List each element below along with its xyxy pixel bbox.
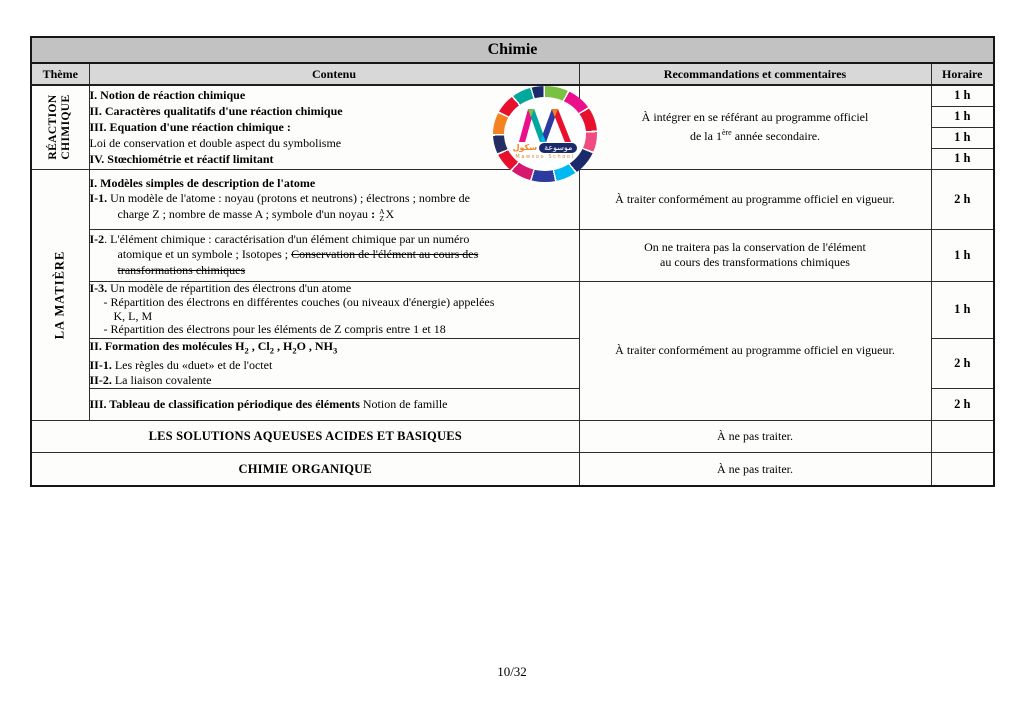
content-line: I. Notion de réaction chimique (89, 88, 246, 103)
content-line: I-2. L'élément chimique : caractérisation d'un élément chimique par un numéro (89, 231, 470, 246)
content-line: I-1. Un modèle de l'atome : noyau (protons et neutrons) ; électrons ; nombre de (89, 191, 470, 206)
content-line: II-2. La liaison covalente (89, 372, 212, 387)
theme-reaction-chimique (31, 85, 89, 169)
content-line: - Répartition des électrons en différentes couches (ou niveaux d'énergie) appelées (103, 294, 495, 309)
reco-solutions: À ne pas traiter. (579, 420, 931, 452)
horaire-empty (931, 420, 994, 452)
content-line: II-1. Les règles du «duet» et de l'octet (89, 357, 273, 372)
m-logo-icon (515, 108, 575, 142)
content-matiere-row2 (89, 229, 579, 281)
section-chimie-organique: CHIMIE ORGANIQUE (31, 452, 579, 486)
section-solutions-aqueuses: LES SOLUTIONS AQUEUSES ACIDES ET BASIQUES (31, 420, 579, 452)
content-line: transformations chimiques (117, 262, 246, 277)
horaire-cell: 2 h (931, 338, 994, 388)
content-line: - Répartition des électrons pour les éléments de Z compris entre 1 et 18 (103, 322, 446, 337)
content-matiere-row3 (89, 281, 579, 338)
table-title: Chimie (31, 37, 994, 63)
horaire-cell: 1 h (931, 127, 994, 148)
horaire-cell: 1 h (931, 229, 994, 281)
logo-latin-label: Mawsoo School (515, 154, 575, 160)
col-header-horaire: Horaire (931, 63, 994, 85)
theme-la-matiere (31, 169, 89, 420)
content-line: III. Equation d'une réaction chimique : (89, 120, 291, 135)
content-line: charge Z ; nombre de masse A ; symbole d'un noyau : A Z X (117, 206, 395, 223)
content-line: III. Tableau de classification périodique des éléments Notion de famille (89, 396, 448, 411)
horaire-empty (931, 452, 994, 486)
mawsoo-school-logo (493, 86, 597, 182)
horaire-cell: 2 h (931, 388, 994, 420)
col-header-recommandations: Recommandations et commentaires (579, 63, 931, 85)
reco-line: À traiter conformément au programme officiel en vigueur. (615, 191, 895, 206)
reco-line: au cours des transformations chimiques (660, 255, 850, 269)
reco-line: de la 1ère année secondaire. (689, 128, 821, 144)
page-number: 10/32 (497, 664, 527, 679)
horaire-cell: 1 h (931, 106, 994, 127)
col-header-theme: Thème (31, 63, 89, 85)
reco-reaction (579, 85, 931, 169)
horaire-cell: 1 h (931, 148, 994, 169)
reco-line: On ne traitera pas la conservation de l'élément (644, 240, 866, 254)
reco-organique: À ne pas traiter. (579, 452, 931, 486)
content-line: II. Caractères qualitatifs d'une réaction chimique (89, 104, 343, 119)
logo-inner-circle (504, 97, 586, 171)
content-line: I. Modèles simples de description de l'atome (89, 175, 316, 190)
theme-matiere-label: LA MATIÈRE (52, 250, 67, 339)
content-matiere-row5 (89, 388, 579, 420)
content-line: IV. Stœchiométrie et réactif limitant (89, 152, 274, 167)
content-line: Loi de conservation et double aspect du symbolisme (89, 136, 342, 151)
horaire-cell: 2 h (931, 169, 994, 229)
theme-reaction-label: RÉACTION CHIMIQUE (47, 94, 73, 160)
horaire-cell: 1 h (931, 281, 994, 338)
reco-matiere-merged (579, 281, 931, 420)
reco-matiere-row2 (579, 229, 931, 281)
reco-matiere-row1 (579, 169, 931, 229)
content-matiere-row4 (89, 338, 579, 388)
content-line: atomique et un symbole ; Isotopes ; Conservation de l'élément au cours des (117, 247, 479, 262)
reco-line: À traiter conformément au programme officiel en vigueur. (615, 343, 895, 358)
content-line: I-3. Un modèle de répartition des électrons d'un atome (89, 280, 352, 295)
horaire-cell: 1 h (931, 85, 994, 106)
content-line: K, L, M (113, 308, 153, 323)
col-header-contenu: Contenu (89, 63, 579, 85)
content-line: II. Formation des molécules $H_2$ , $Cl_2$ , $H_2O$ , $NH_3$ (89, 338, 338, 355)
logo-arabic-label: موسوعة سكول (513, 143, 578, 153)
reco-line: À intégrer en se référant au programme officiel (641, 110, 869, 125)
